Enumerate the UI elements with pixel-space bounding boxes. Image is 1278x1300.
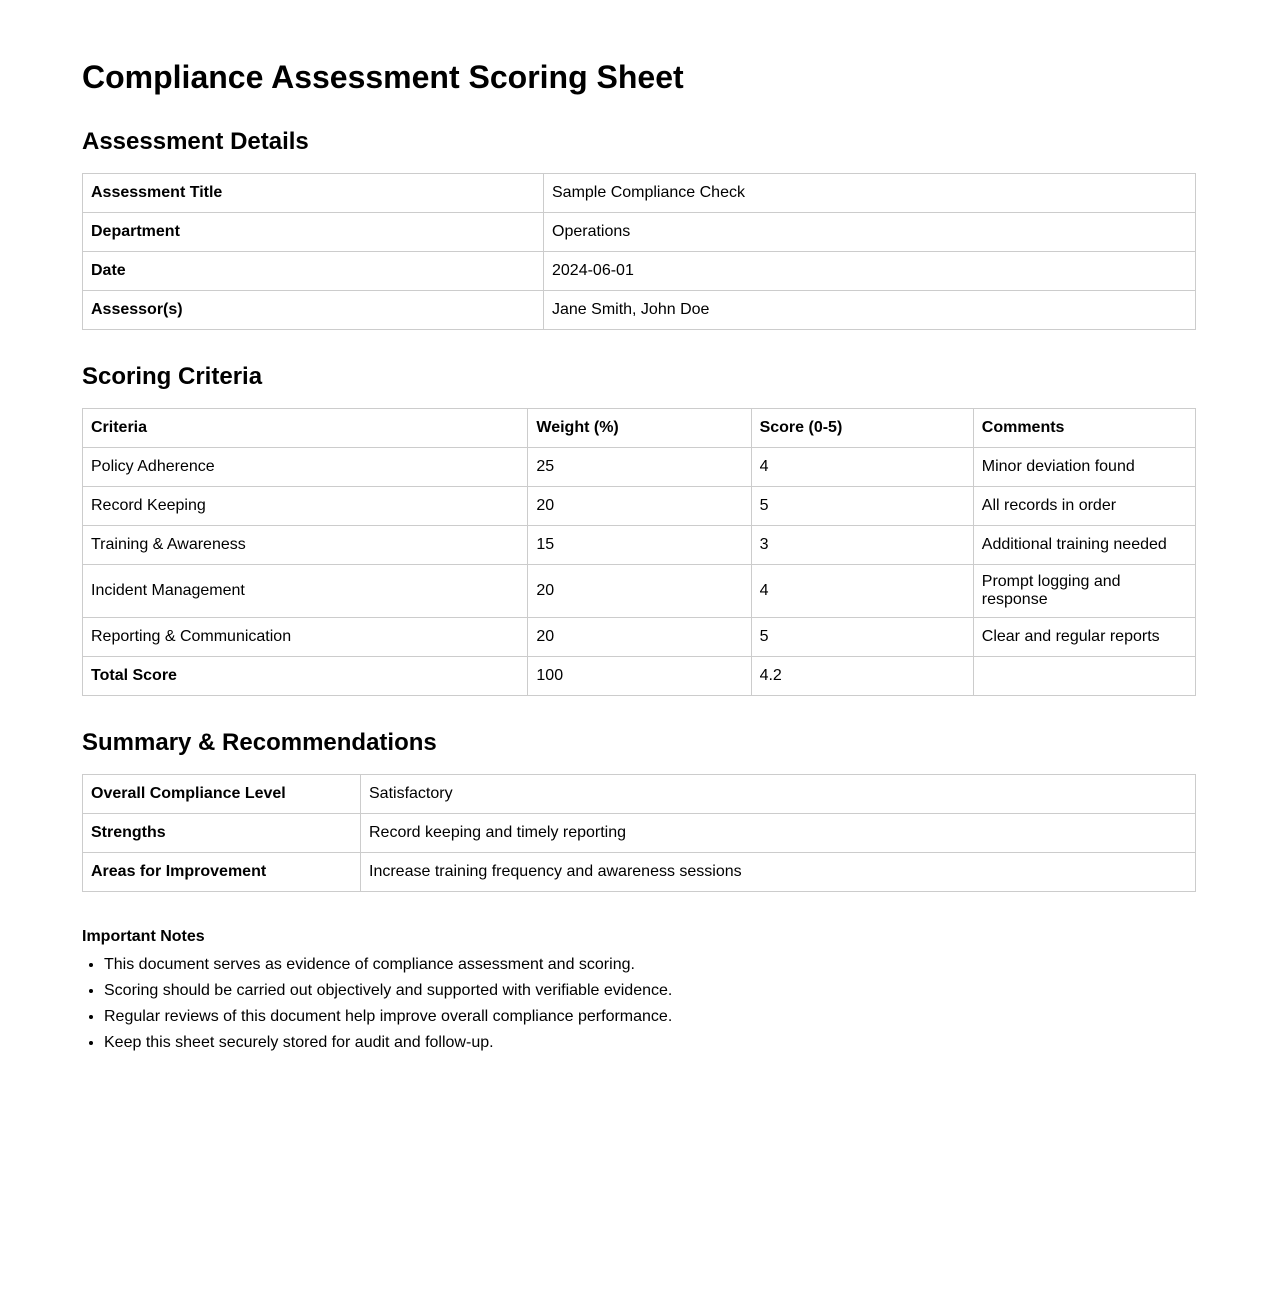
summary-value: Satisfactory [361,775,1196,814]
table-row [83,448,1196,487]
total-row [83,657,1196,696]
notes-list [82,956,1196,1052]
list-item: • Keep this sheet securely stored for audit and follow-up. [104,1034,1196,1052]
summary-value: Increase training frequency and awareness sessions [361,853,1196,892]
list-item: • This document serves as evidence of compliance assessment and scoring. [104,956,1196,974]
weight-cell: 20 [528,565,751,618]
summary-label: Overall Compliance Level [83,775,361,814]
weight-cell: 20 [528,618,751,657]
comments-cell: Clear and regular reports [973,618,1195,657]
criteria-cell: Incident Management [83,565,528,618]
total-comments [973,657,1195,696]
table-row [83,565,1196,618]
detail-value: Jane Smith, John Doe [544,291,1196,330]
score-cell: 4 [751,565,973,618]
criteria-cell: Training & Awareness [83,526,528,565]
table-row [83,487,1196,526]
score-cell: 4 [751,448,973,487]
table-row [83,174,1196,213]
detail-value: 2024-06-01 [544,252,1196,291]
table-row [83,853,1196,892]
list-item: • Scoring should be carried out objectively and supported with verifiable evidence. [104,982,1196,1000]
total-score: 4.2 [751,657,973,696]
summary-heading: Summary & Recommendations [82,729,437,756]
criteria-cell: Policy Adherence [83,448,528,487]
detail-label: Date [83,252,544,291]
assessment-details-table [82,173,1196,330]
comments-cell: All records in order [973,487,1195,526]
score-cell: 3 [751,526,973,565]
table-row [83,291,1196,330]
comments-cell: Prompt logging and response [973,565,1195,618]
detail-label: Assessor(s) [83,291,544,330]
table-row [83,814,1196,853]
scoring-criteria-heading: Scoring Criteria [82,363,263,390]
table-header-row [83,409,1196,448]
detail-value: Sample Compliance Check [544,174,1196,213]
column-header-comments: Comments [973,409,1195,448]
assessment-details-heading: Assessment Details [82,128,309,155]
detail-label: Assessment Title [83,174,544,213]
summary-table [82,774,1196,892]
page-title: Compliance Assessment Scoring Sheet [82,59,684,95]
comments-cell: Additional training needed [973,526,1195,565]
criteria-cell: Reporting & Communication [83,618,528,657]
list-item: • Regular reviews of this document help improve overall compliance performance. [104,1008,1196,1026]
table-row [83,618,1196,657]
score-cell: 5 [751,618,973,657]
total-label: Total Score [83,657,528,696]
criteria-cell: Record Keeping [83,487,528,526]
detail-value: Operations [544,213,1196,252]
summary-label: Strengths [83,814,361,853]
comments-cell: Minor deviation found [973,448,1195,487]
score-cell: 5 [751,487,973,526]
table-row [83,775,1196,814]
table-row [83,213,1196,252]
detail-label: Department [83,213,544,252]
weight-cell: 20 [528,487,751,526]
table-row [83,252,1196,291]
summary-value: Record keeping and timely reporting [361,814,1196,853]
important-notes-heading: Important Notes [82,928,205,945]
total-weight: 100 [528,657,751,696]
scoring-criteria-table [82,408,1196,696]
weight-cell: 15 [528,526,751,565]
column-header-weight: Weight (%) [528,409,751,448]
column-header-criteria: Criteria [83,409,528,448]
weight-cell: 25 [528,448,751,487]
table-row [83,526,1196,565]
column-header-score: Score (0-5) [751,409,973,448]
summary-label: Areas for Improvement [83,853,361,892]
